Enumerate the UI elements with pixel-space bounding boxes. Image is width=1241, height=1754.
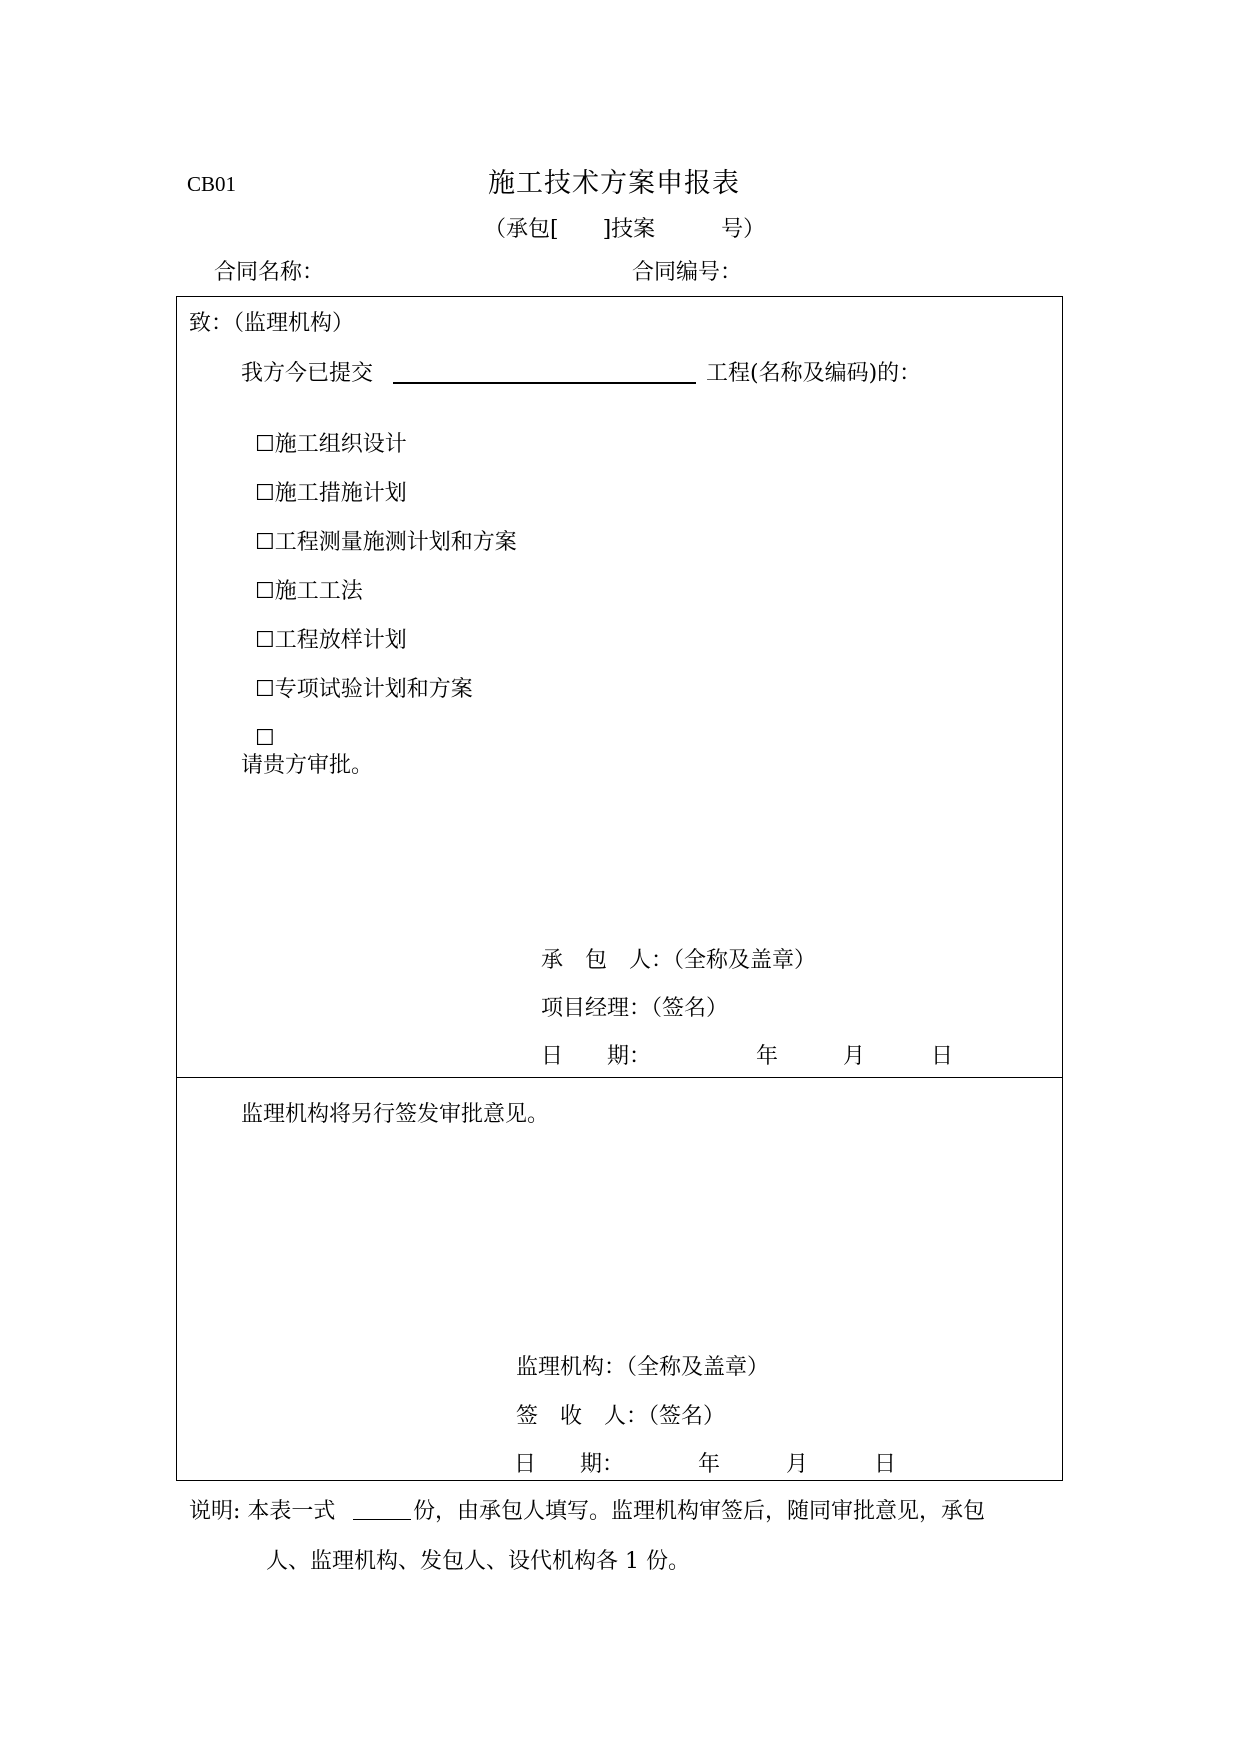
form-title: 施工技术方案申报表 xyxy=(488,168,740,199)
intro-suffix: 工程(名称及编码)的： xyxy=(706,361,922,386)
date-year-label: 年 xyxy=(756,1044,779,1069)
form-code: CB01 xyxy=(187,172,237,196)
checkbox-icon[interactable]: ☐ xyxy=(255,579,275,604)
option-label: 工程放样计划 xyxy=(274,628,407,653)
project-manager-label: 项目经理：（签名） xyxy=(541,996,729,1021)
section-divider xyxy=(176,1077,1063,1078)
approval-request: 请贵方审批。 xyxy=(241,753,374,778)
date-label: 日 期： xyxy=(541,1044,652,1069)
option-survey-plan[interactable] xyxy=(241,510,517,554)
option-label: 工程测量施测计划和方案 xyxy=(274,530,517,555)
option-construction-method[interactable] xyxy=(241,559,363,603)
date-day-label: 日 xyxy=(874,1452,897,1477)
contractor-signature-label: 承 包 人：（全称及盖章） xyxy=(541,948,817,973)
copies-count-field[interactable] xyxy=(353,1519,411,1520)
receiver-label: 签 收 人：（签名） xyxy=(516,1404,726,1429)
date-month-label: 月 xyxy=(843,1044,866,1069)
form-number-line: （承包[ ]技案 号） xyxy=(484,217,766,242)
footnote-line-2: 人、监理机构、发包人、设代机构各 1 份。 xyxy=(266,1549,690,1574)
option-setting-out-plan[interactable] xyxy=(241,608,407,652)
option-special-test-plan[interactable] xyxy=(241,657,473,701)
supervisor-signature-label: 监理机构：（全称及盖章） xyxy=(516,1355,770,1380)
date-month-label: 月 xyxy=(786,1452,809,1477)
option-construction-organization[interactable] xyxy=(241,412,407,456)
date-label: 日 期： xyxy=(514,1452,625,1477)
option-label: 施工工法 xyxy=(274,579,363,604)
contract-number-label: 合同编号： xyxy=(632,260,743,285)
intro-prefix: 我方今已提交 xyxy=(241,361,374,386)
contract-name-label: 合同名称： xyxy=(214,260,325,285)
project-name-field[interactable] xyxy=(393,382,696,384)
date-day-label: 日 xyxy=(931,1044,954,1069)
option-construction-measures[interactable] xyxy=(241,461,407,505)
date-year-label: 年 xyxy=(698,1452,721,1477)
footnote-suffix: 份，由承包人填写。监理机构审签后，随同审批意见，承包 xyxy=(413,1499,986,1524)
option-label: 施工组织设计 xyxy=(274,432,407,457)
supervisor-statement: 监理机构将另行签发审批意见。 xyxy=(241,1102,550,1127)
footnote-prefix: 说明: 本表一式 xyxy=(189,1499,336,1524)
option-label: 专项试验计划和方案 xyxy=(274,677,473,702)
checkbox-icon[interactable]: ☐ xyxy=(255,530,275,555)
checkbox-icon[interactable]: ☐ xyxy=(255,628,275,653)
checkbox-icon[interactable]: ☐ xyxy=(255,432,275,457)
checkbox-icon[interactable]: ☐ xyxy=(255,726,275,751)
checkbox-icon[interactable]: ☐ xyxy=(255,677,275,702)
option-other[interactable] xyxy=(241,706,275,750)
option-label: 施工措施计划 xyxy=(274,481,407,506)
checkbox-icon[interactable]: ☐ xyxy=(255,481,275,506)
addressee-line: 致：（监理机构） xyxy=(189,311,355,336)
